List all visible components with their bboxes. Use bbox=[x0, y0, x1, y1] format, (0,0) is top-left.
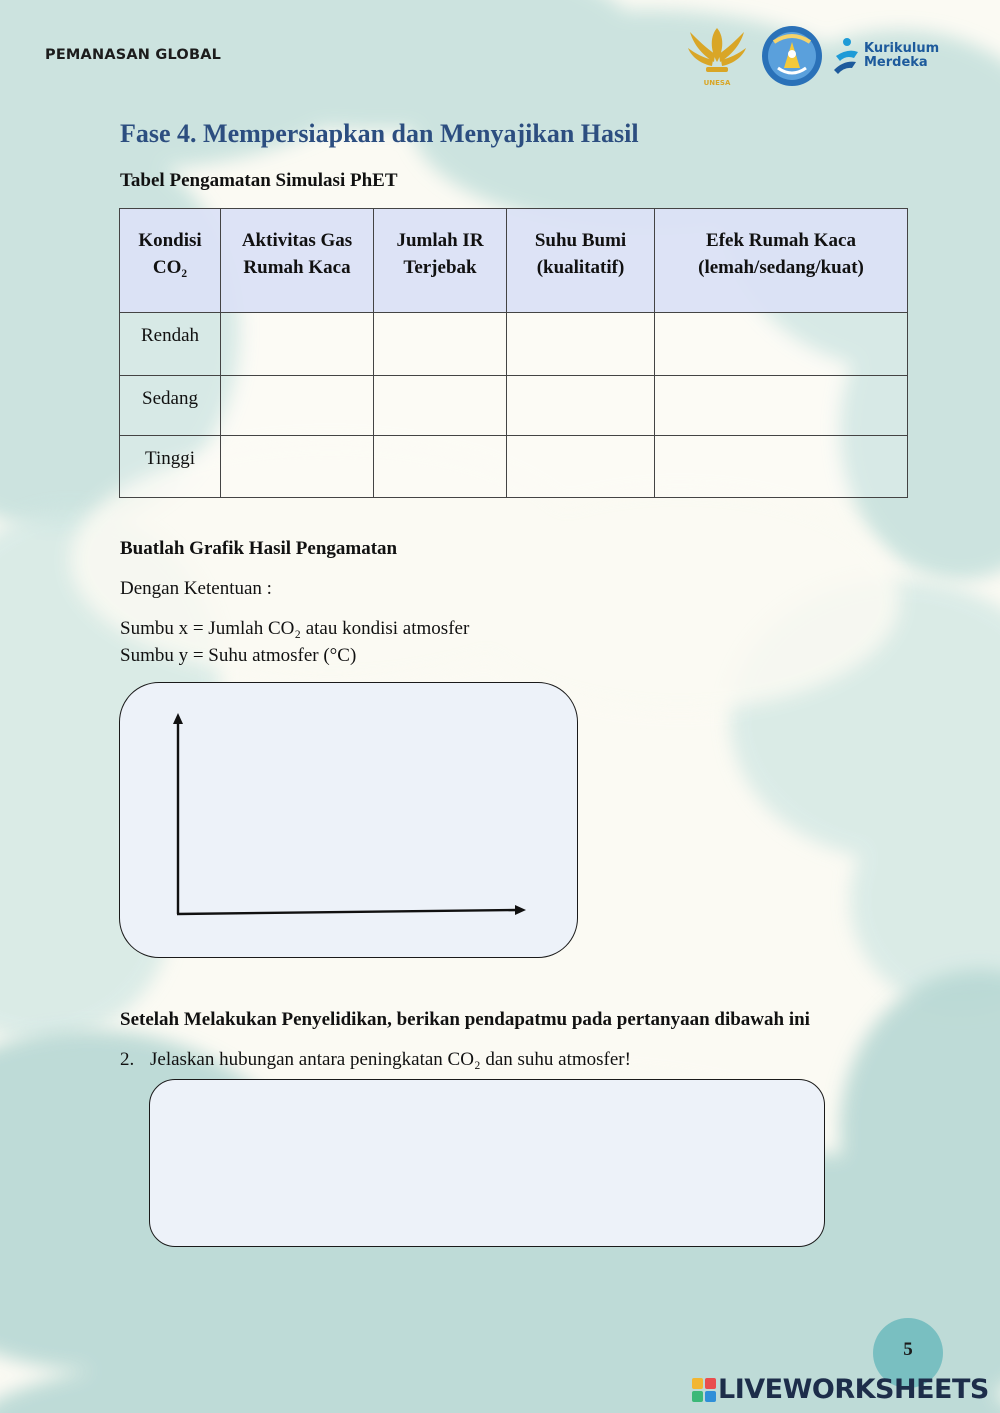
question-text: Jelaskan hubungan antara peningkatan CO₂ dan suhu atmosfer! bbox=[150, 1049, 631, 1070]
table-header-row bbox=[120, 209, 908, 313]
column-header: Efek Rumah Kaca (lemah/sedang/kuat) bbox=[655, 209, 908, 313]
table-row bbox=[120, 376, 908, 436]
x-axis-line bbox=[177, 910, 518, 914]
row-label: Rendah bbox=[120, 313, 221, 376]
header-logos bbox=[686, 22, 940, 92]
answer-cell[interactable] bbox=[507, 436, 655, 498]
observation-table bbox=[119, 208, 908, 498]
column-header: Jumlah IR Terjebak bbox=[374, 209, 507, 313]
kurikulum-merdeka-logo-icon bbox=[832, 36, 862, 76]
answer-cell[interactable] bbox=[374, 313, 507, 376]
document-header-title: PEMANASAN GLOBAL bbox=[45, 47, 222, 63]
graph-section-title: Buatlah Grafik Hasil Pengamatan bbox=[120, 538, 398, 559]
page-number: 5 bbox=[873, 1318, 943, 1388]
answer-cell[interactable] bbox=[655, 436, 908, 498]
y-axis-rule: Sumbu y = Suhu atmosfer (°C) bbox=[120, 645, 357, 666]
x-axis-rule: Sumbu x = Jumlah CO₂ atau kondisi atmosfer bbox=[120, 618, 470, 639]
table-row bbox=[120, 436, 908, 498]
questions-heading: Setelah Melakukan Penyelidikan, berikan pendapatmu pada pertanyaan dibawah ini bbox=[120, 1009, 810, 1030]
column-header: Suhu Bumi (kualitatif) bbox=[507, 209, 655, 313]
answer-cell[interactable] bbox=[655, 313, 908, 376]
liveworksheets-logo-icon bbox=[692, 1378, 716, 1402]
svg-text:UNESA: UNESA bbox=[703, 79, 731, 87]
answer-cell[interactable] bbox=[655, 376, 908, 436]
answer-textbox[interactable] bbox=[149, 1079, 825, 1247]
row-label: Sedang bbox=[120, 376, 221, 436]
question-item bbox=[120, 1049, 631, 1071]
tut-wuri-handayani-logo-icon bbox=[760, 24, 824, 88]
answer-cell[interactable] bbox=[507, 313, 655, 376]
answer-cell[interactable] bbox=[507, 376, 655, 436]
row-label: Tinggi bbox=[120, 436, 221, 498]
column-header: Kondisi CO₂ bbox=[120, 209, 221, 313]
column-header: Aktivitas Gas Rumah Kaca bbox=[221, 209, 374, 313]
y-axis-arrow-icon bbox=[173, 713, 183, 724]
table-title: Tabel Pengamatan Simulasi PhET bbox=[120, 170, 398, 191]
table-row bbox=[120, 313, 908, 376]
answer-cell[interactable] bbox=[374, 436, 507, 498]
answer-cell[interactable] bbox=[221, 436, 374, 498]
answer-cell[interactable] bbox=[374, 376, 507, 436]
graph-drawing-area[interactable] bbox=[119, 682, 578, 958]
question-number: 2. bbox=[120, 1049, 135, 1070]
answer-cell[interactable] bbox=[221, 313, 374, 376]
kurikulum-merdeka-wordmark: Kurikulum Merdeka bbox=[864, 41, 940, 70]
graph-axes bbox=[120, 683, 577, 957]
answer-cell[interactable] bbox=[221, 376, 374, 436]
liveworksheets-wordmark: LIVEWORKSHEETS bbox=[718, 1374, 989, 1405]
phase-title: Fase 4. Mempersiapkan dan Menyajikan Hasil bbox=[120, 119, 639, 148]
x-axis-arrow-icon bbox=[515, 905, 526, 915]
unesa-logo-icon bbox=[686, 22, 748, 88]
graph-rules-intro: Dengan Ketentuan : bbox=[120, 578, 272, 599]
